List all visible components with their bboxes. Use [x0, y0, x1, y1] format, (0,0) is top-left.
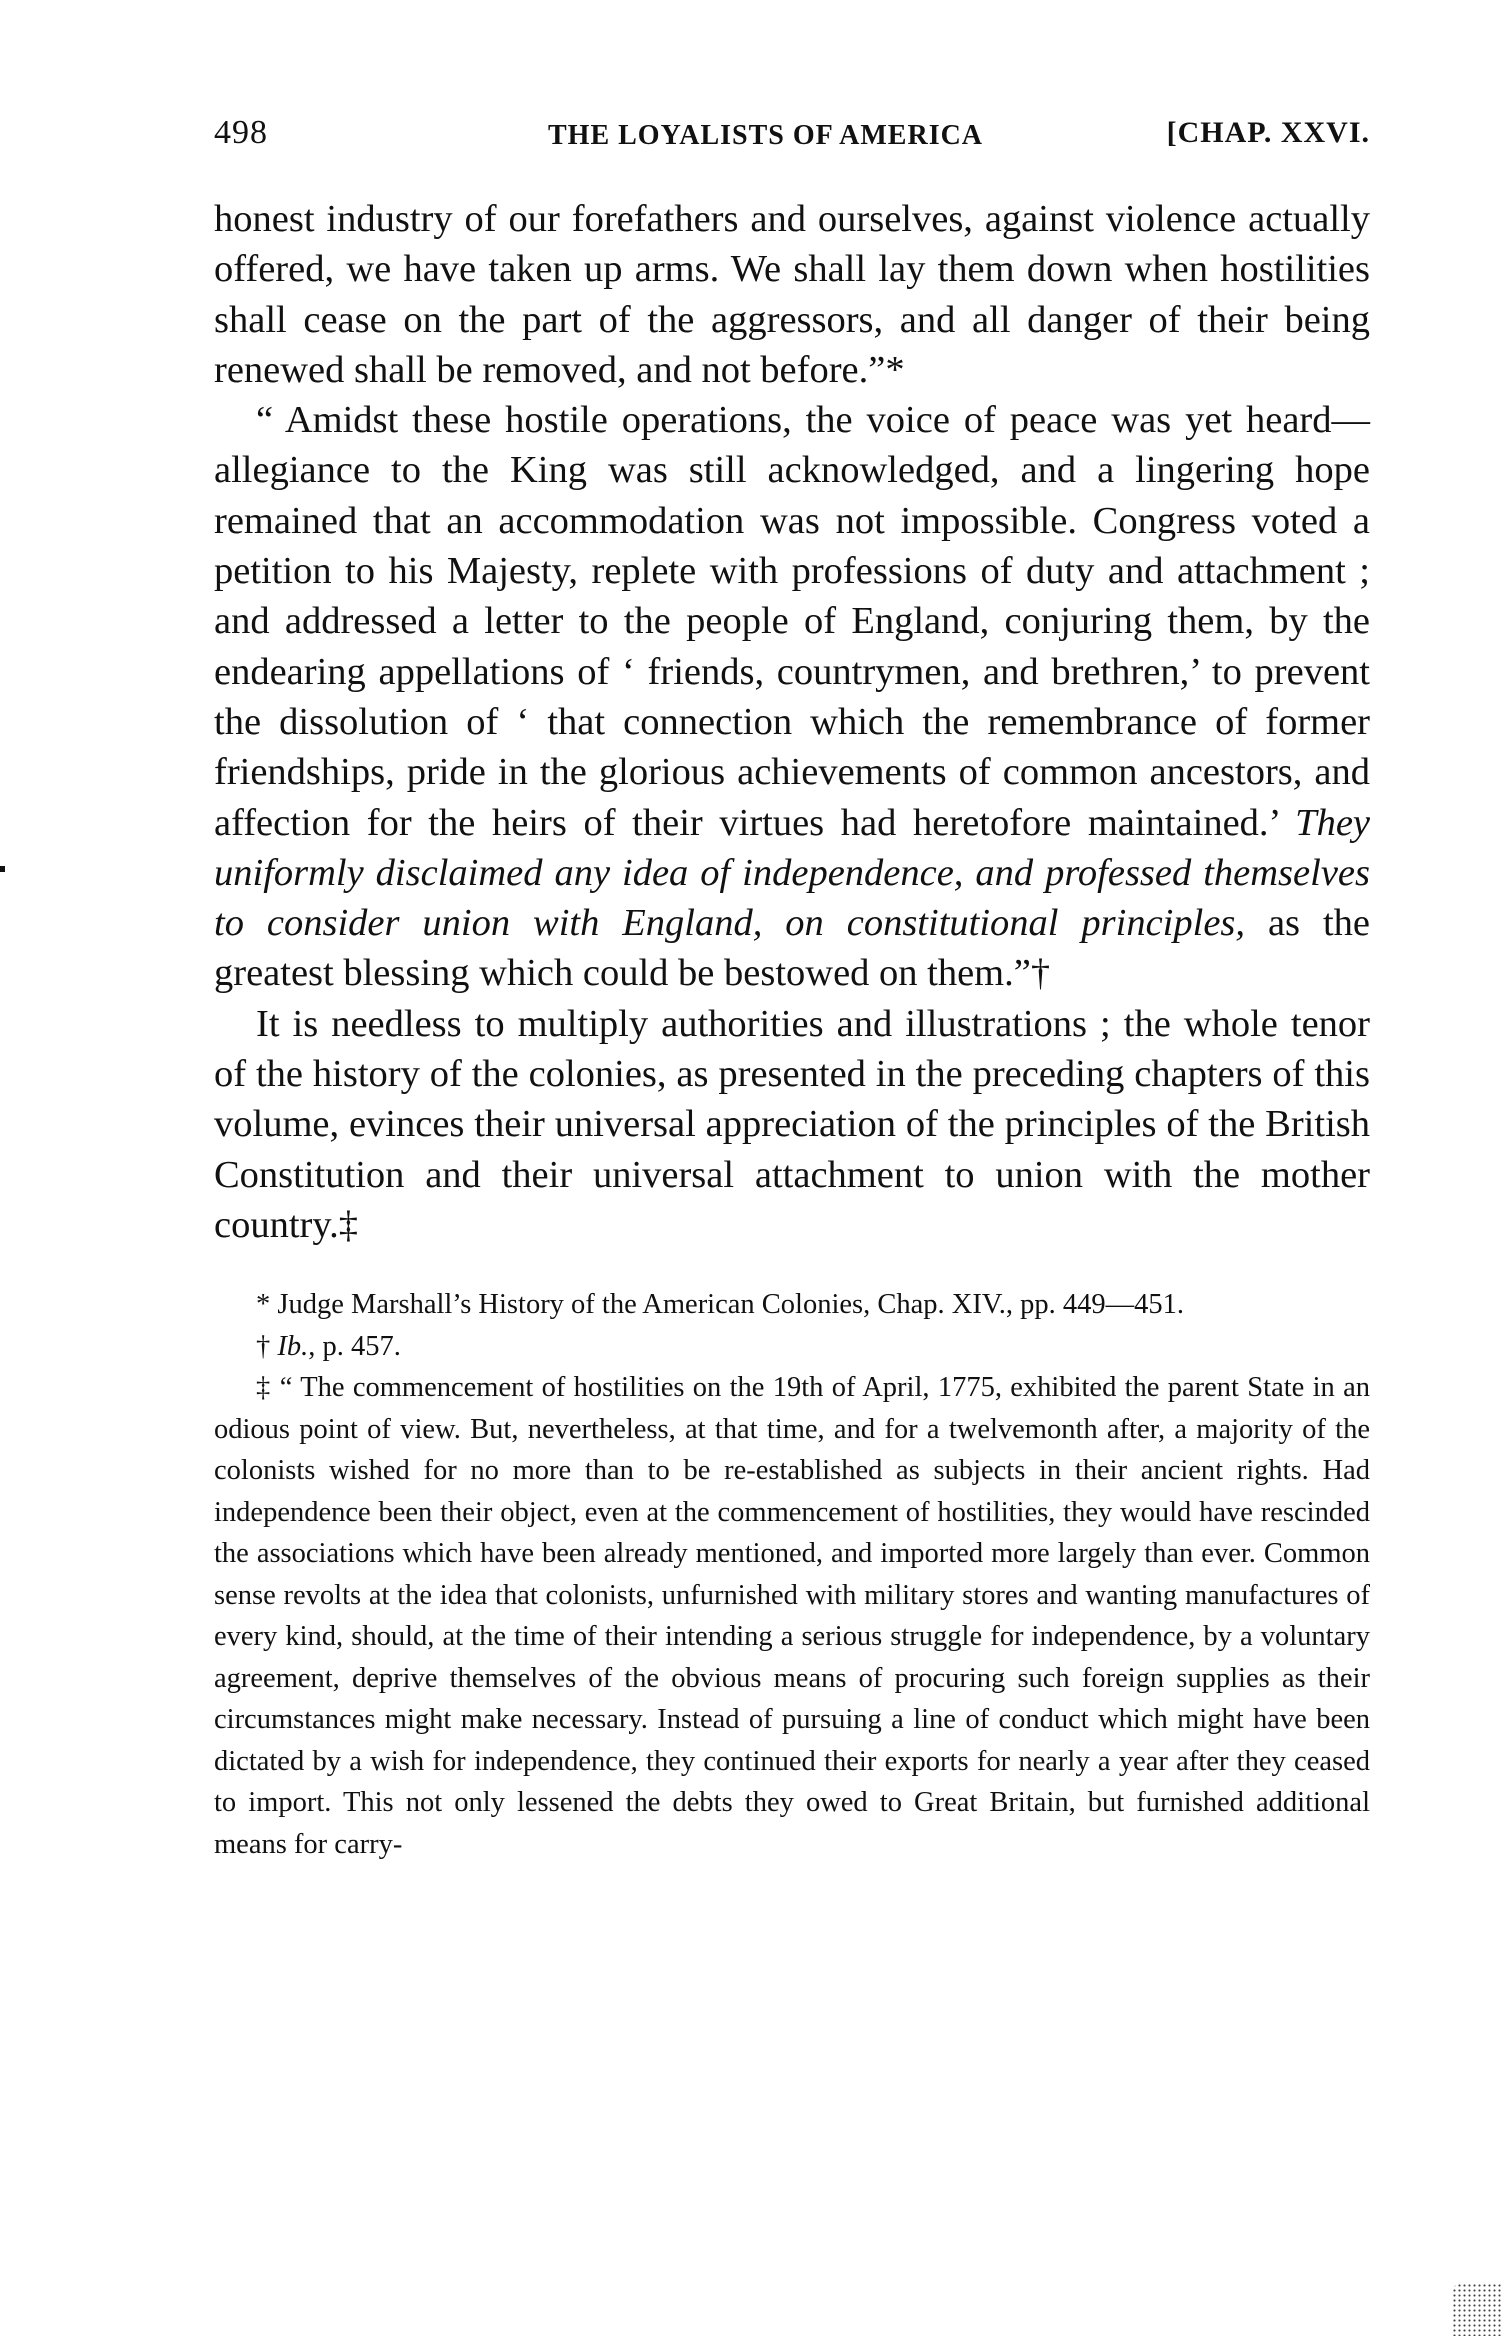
scan-margin-mark [0, 866, 5, 872]
footnotes [214, 1284, 1370, 1865]
footnote-dagger-page: , p. 457. [308, 1330, 401, 1362]
chapter-label: [CHAP. XXVI. [1166, 116, 1370, 149]
book-title: THE LOYALISTS OF AMERICA [548, 120, 984, 151]
paragraph-conclusion: It is needless to multiply authorities and illustrations ; the whole tenor of the history of the colonies, as presented in the preceding chapters of this volume, evinces their universal appreciation of the principles of the British Constitution and their universal attachment to union with the mother country.‡ [214, 1002, 1370, 1246]
scan-dither-artifact [1452, 2283, 1501, 2336]
paragraph-quotation [214, 395, 1370, 999]
quotation-text: “ Amidst these hostile operations, the voice of peace was yet heard—allegiance to the King was still acknowledged, and a lingering hope remained that an accommodation was not impossible. Congress voted a petition to his Majesty, replete with professions of duty and attachment ; and addressed a letter to the people of England, conjuring them, by the endearing appellations of ‘ friends, countrymen, and brethren,’ to prevent the dissolution of ‘ that connection which the remembrance of former friendships, pride in the glorious achievements of common ancestors, and affection for the heirs of their virtues had heretofore maintained.’ [214, 399, 1370, 844]
footnote-asterisk: * Judge Marshall’s History of the American Colonies, Chap. XIV., pp. 449—451. [256, 1289, 1185, 1321]
body-text [214, 194, 1370, 1250]
footnote-dagger [214, 1326, 1370, 1368]
book-page [214, 108, 1370, 1865]
footnote-dagger-mark: † [256, 1330, 278, 1362]
footnote-dagger-ibid: Ib. [277, 1330, 309, 1362]
quotation-emphasis: They uniformly disclaimed any idea of independence, and professed themselves to consider union with England, on constitutional principles, [214, 801, 1370, 945]
page-number: 498 [214, 114, 268, 151]
running-head [214, 108, 1370, 164]
quotation-ending: as the greatest blessing which could be bestowed on them.”† [214, 902, 1371, 995]
footnote-double-dagger: ‡ “ The commencement of hostilities on the 19th of April, 1775, exhibited the parent State in an odious point of view. But, nevertheless, at that time, and for a twelvemonth after, a majority of the colonists wished for no more than to be re-established as subjects in their ancient rights. Had independence been their object, even at the commencement of hostilities, they would have rescinded the associations which have been already mentioned, and imported more largely than ever. Common sense revolts at the idea that colonists, unfurnished with military stores and wanting manufactures of every kind, should, at the time of their intending a serious struggle for independence, by a voluntary agreement, deprive themselves of the obvious means of procuring such foreign supplies as their circumstances might make necessary. Instead of pursuing a line of conduct which might have been dictated by a wish for independence, they continued their exports for nearly a year after they ceased to import. This not only lessened the debts they owed to Great Britain, but furnished additional means for carry- [214, 1372, 1370, 1860]
paragraph-continuation: honest industry of our forefathers and ourselves, against violence actually offered, we have taken up arms. We shall lay them down when hostilities shall cease on the part of the aggressors, and all danger of their being renewed shall be removed, and not before.”* [214, 198, 1370, 391]
